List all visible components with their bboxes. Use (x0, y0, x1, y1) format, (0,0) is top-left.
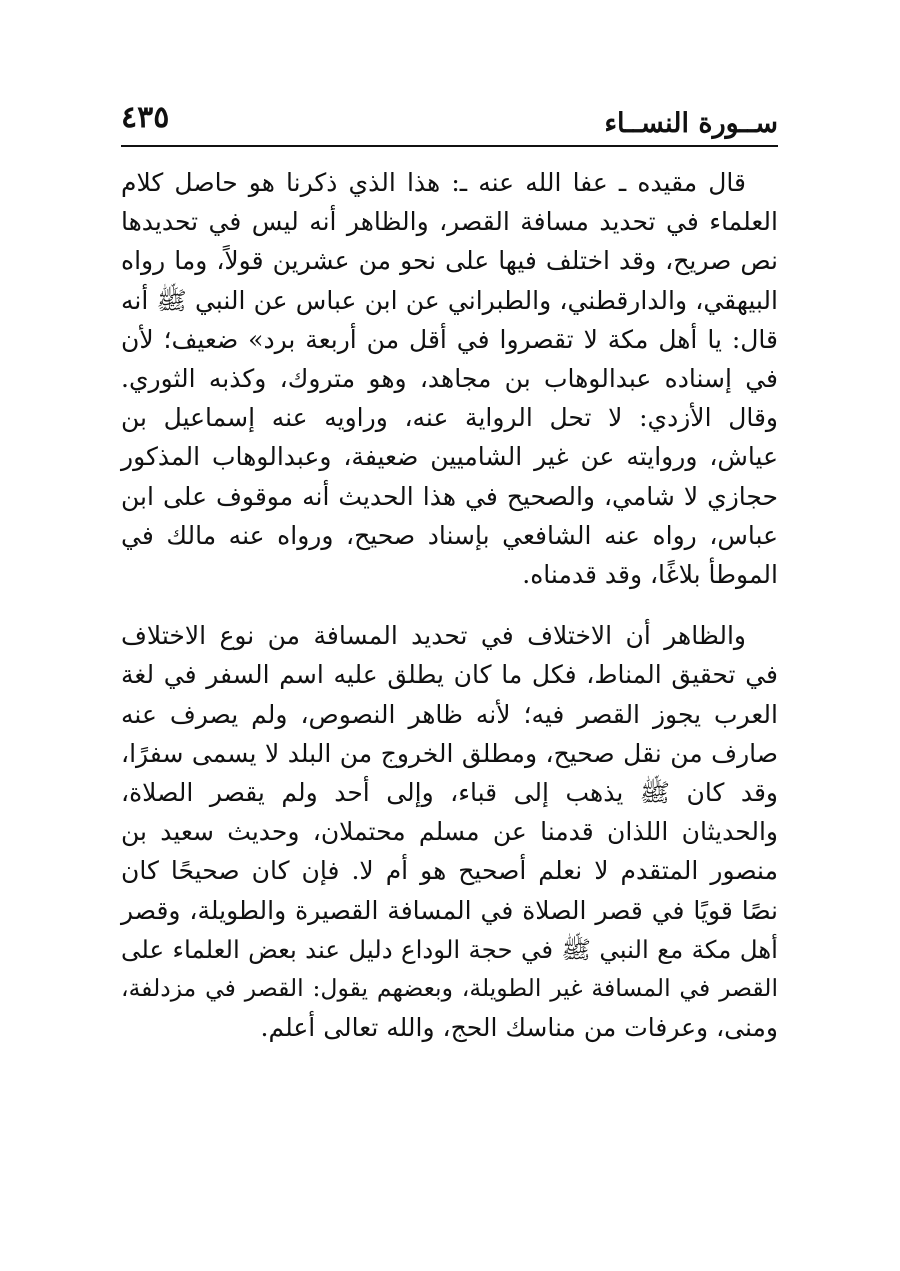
text-line: منصور المتقدم لا نعلم أصحيح هو أم لا. فإن كان صحيحًا كان (121, 856, 778, 886)
text-line: وقد كان ﷺ يذهب إلى قباء، وإلى أحد ولم يقصر الصلاة، (121, 778, 778, 808)
text-line: والحديثان اللذان قدمنا عن مسلم محتملان، وحديث سعيد بن (121, 817, 778, 847)
text-line: القصر في المسافة غير الطويلة، وبعضهم يقول: القصر في مزدلفة، (121, 974, 778, 1003)
paragraph-2 (121, 616, 778, 1047)
text-line: عباس، رواه عنه الشافعي بإسناد صحيح، ورواه عنه مالك في (121, 520, 778, 550)
text-line: أهل مكة مع النبي ﷺ في حجة الوداع دليل عند بعض العلماء على (121, 934, 778, 964)
text-line: في تحقيق المناط، فكل ما كان يطلق عليه اسم السفر في لغة (121, 660, 778, 690)
body-text (121, 163, 778, 1047)
text-line: البيهقي، والدارقطني، والطبراني عن ابن عباس عن النبي ﷺ أنه (121, 285, 778, 315)
surah-title: ســورة النســاء (604, 108, 778, 139)
text-line: والظاهر أن الاختلاف في تحديد المسافة من نوع الاختلاف (121, 621, 746, 651)
text-line: الموطأ بلاغًا، وقد قدمناه. (522, 560, 778, 590)
text-line: قال: يا أهل مكة لا تقصروا في أقل من أربعة برد» ضعيف؛ لأن (121, 324, 778, 354)
text-line: ومنى، وعرفات من مناسك الحج، والله تعالى أعلم. (260, 1013, 778, 1043)
page-number: ٤٣٥ (121, 100, 170, 135)
text-line: حجازي لا شامي، والصحيح في هذا الحديث أنه موقوف على ابن (121, 481, 778, 511)
paragraph-gap (121, 594, 778, 616)
page-header (121, 100, 778, 144)
paragraph-1 (121, 163, 778, 594)
text-line: العرب يجوز القصر فيه؛ لأنه ظاهر النصوص، ولم يصرف عنه (121, 699, 778, 729)
text-line: العلماء في تحديد مسافة القصر، والظاهر أنه ليس في تحديدها (121, 207, 778, 237)
text-line: نص صريح، وقد اختلف فيها على نحو من عشرين قولاً، وما رواه (121, 246, 778, 276)
text-line: صارف من نقل صحيح، ومطلق الخروج من البلد لا يسمى سفرًا، (121, 738, 778, 768)
text-line: عياش، وروايته عن غير الشاميين ضعيفة، وعبدالوهاب المذكور (121, 442, 778, 472)
text-line: قال مقيده ـ عفا الله عنه ـ: هذا الذي ذكرنا هو حاصل كلام (121, 168, 746, 197)
text-line: في إسناده عبدالوهاب بن مجاهد، وهو متروك، وكذبه الثوري. (121, 364, 778, 394)
text-line: وقال الأزدي: لا تحل الرواية عنه، وراويه عنه إسماعيل بن (121, 403, 778, 433)
header-divider (121, 145, 778, 147)
text-line: نصًا قويًا في قصر الصلاة في المسافة القصيرة والطويلة، وقصر (121, 895, 778, 925)
